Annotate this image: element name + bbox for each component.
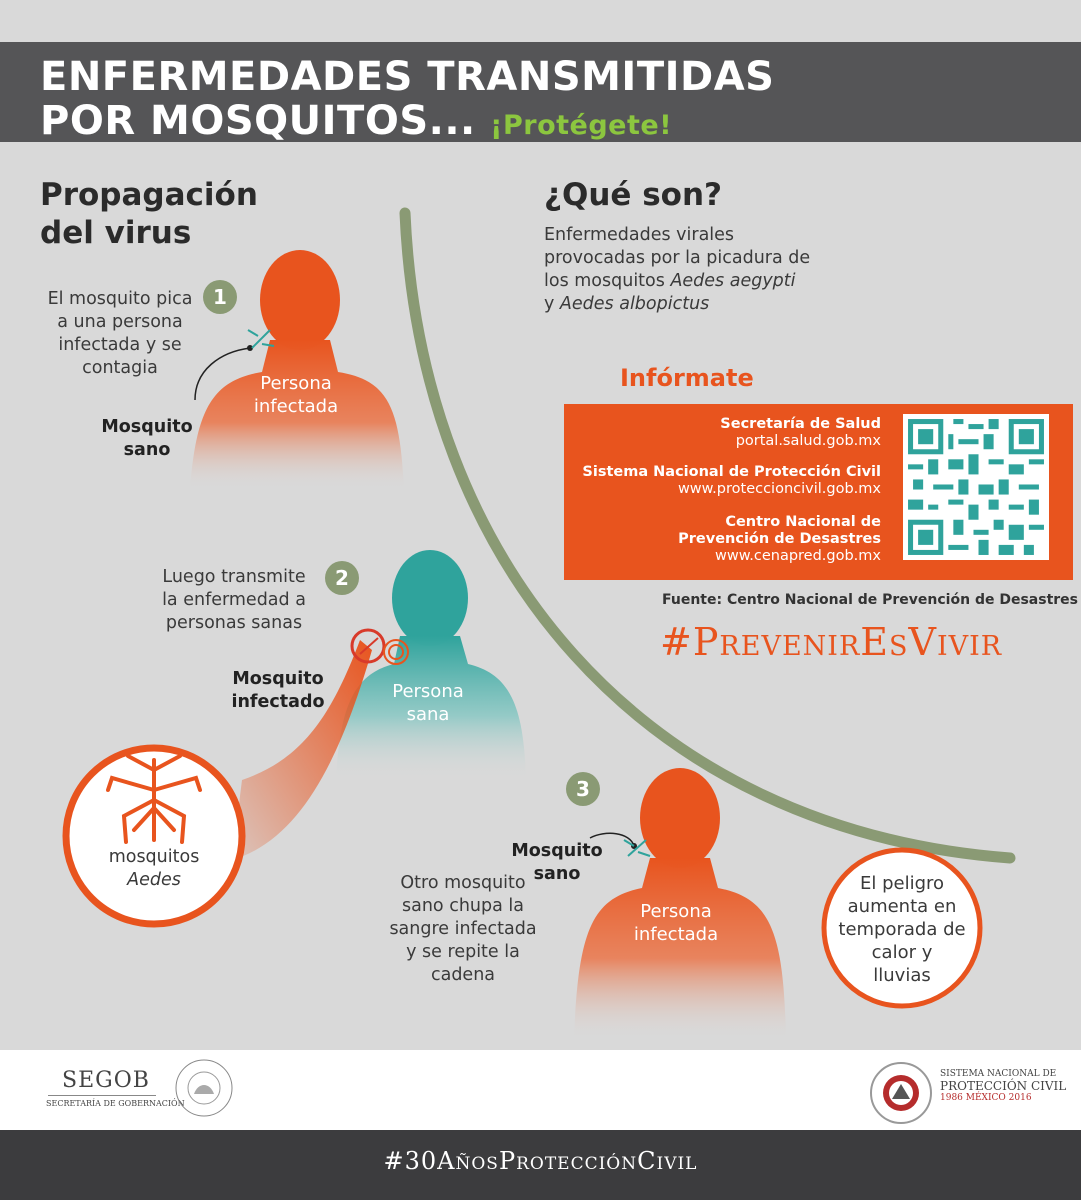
step-1-text-line: infectada y se xyxy=(58,335,182,355)
step-3-text-line: Otro mosquito xyxy=(400,873,526,893)
mosquito-label-1-line: sano xyxy=(123,440,171,460)
sinaproc-line1: SISTEMA NACIONAL DE xyxy=(940,1069,1057,1079)
danger-badge-line: temporada de xyxy=(838,919,966,940)
danger-badge-text xyxy=(834,872,970,987)
step-3-badge: 3 xyxy=(566,772,600,806)
species-name: Aedes aegypti xyxy=(670,271,796,291)
step-1-text xyxy=(40,288,200,380)
sinaproc-line2: PROTECCIÓN CIVIL xyxy=(940,1079,1067,1093)
mosquito-label-2-line: infectado xyxy=(231,692,325,712)
danger-badge-line: aumenta en xyxy=(847,896,957,917)
person-label-1 xyxy=(236,372,356,418)
step-3-text-line: y se repite la xyxy=(406,942,520,962)
institution-name: Sistema Nacional de Protección Civil xyxy=(582,464,881,480)
step-2-badge: 2 xyxy=(325,561,359,595)
institution-name: Prevención de Desastres xyxy=(678,531,881,547)
institution-cenapred xyxy=(678,514,881,565)
footer-hashtag[interactable]: #30AñosProtecciónCivil xyxy=(383,1147,698,1175)
segob-divider xyxy=(48,1095,156,1096)
person-label-2-line: Persona xyxy=(392,681,464,702)
person-label-3-line: infectada xyxy=(633,924,719,945)
institution-salud xyxy=(720,416,881,450)
mosquito-label-1 xyxy=(92,416,202,462)
aedes-badge-line1: mosquitos xyxy=(108,847,200,867)
mosquito-label-3-line: sano xyxy=(533,864,581,884)
sinaproc-years: 1986 MÉXICO 2016 xyxy=(940,1093,1032,1103)
hashtag-prevenir[interactable]: #PrevenirEsVivir xyxy=(660,620,1003,664)
propagation-heading-line1: Propagación xyxy=(40,177,258,213)
person-label-3 xyxy=(616,900,736,946)
segob-logo: SEGOB xyxy=(62,1068,150,1093)
propagation-heading xyxy=(40,176,258,252)
what-line: provocadas por la picadura de xyxy=(544,248,811,268)
danger-badge-line: calor y xyxy=(871,942,933,963)
step-3-text xyxy=(378,872,548,987)
person-label-3-line: Persona xyxy=(640,901,712,922)
species-name: Aedes albopictus xyxy=(559,294,710,314)
coat-of-arms-icon xyxy=(172,1056,236,1120)
mosquito-label-3-line: Mosquito xyxy=(511,841,603,861)
danger-badge-line: lluvias xyxy=(873,965,931,986)
institution-url[interactable]: www.proteccioncivil.gob.mx xyxy=(677,481,881,497)
step-3-text-line: sangre infectada xyxy=(389,919,537,939)
informate-title: Infórmate xyxy=(620,364,754,392)
aedes-badge-text xyxy=(94,846,214,892)
step-1-text-line: a una persona xyxy=(57,312,183,332)
step-2-text-line: la enfermedad a xyxy=(162,590,306,610)
step-2-text-line: personas sanas xyxy=(165,613,303,633)
what-line xyxy=(544,293,844,316)
sinaproc-seal-icon xyxy=(866,1058,936,1128)
mosquito-label-2 xyxy=(222,668,334,714)
step-3-text-line: cadena xyxy=(430,965,496,985)
what-line: Enfermedades virales xyxy=(544,225,735,245)
what-line xyxy=(544,270,844,293)
title-text: POR MOSQUITOS... xyxy=(40,98,476,144)
what-description xyxy=(544,224,844,316)
sinaproc-logo-text xyxy=(940,1068,1066,1104)
what-heading: ¿Qué son? xyxy=(544,177,723,213)
source-text: Fuente: Centro Nacional de Prevención de Desastres xyxy=(662,592,1078,608)
mosquito-label-1-line: Mosquito xyxy=(101,417,193,437)
step-1-text-line: contagia xyxy=(82,358,158,378)
segob-subtitle: SECRETARÍA DE GOBERNACIÓN xyxy=(46,1099,185,1108)
step-1-badge: 1 xyxy=(203,280,237,314)
institution-sinaproc xyxy=(582,464,881,498)
institution-name: Centro Nacional de xyxy=(725,514,881,530)
page-title-line1: ENFERMEDADES TRANSMITIDAS xyxy=(40,54,775,100)
person-label-2-line: sana xyxy=(406,704,450,725)
qr-code-icon[interactable] xyxy=(903,414,1049,560)
danger-badge-line: El peligro xyxy=(859,873,945,894)
propagation-heading-line2: del virus xyxy=(40,215,192,251)
what-text: los mosquitos xyxy=(544,271,671,291)
institution-name: Secretaría de Salud xyxy=(720,416,881,432)
person-label-2 xyxy=(368,680,488,726)
institution-url[interactable]: portal.salud.gob.mx xyxy=(735,433,881,449)
mosquito-label-2-line: Mosquito xyxy=(232,669,324,689)
step-3-text-line: sano chupa la xyxy=(402,896,524,916)
aedes-badge-line2: Aedes xyxy=(127,870,181,890)
step-1-text-line: El mosquito pica xyxy=(47,289,193,309)
person-label-1-line: Persona xyxy=(260,373,332,394)
qr-code-graphic xyxy=(903,414,1049,560)
step-2-text-line: Luego transmite xyxy=(162,567,306,587)
step-2-text xyxy=(146,566,322,635)
institution-url[interactable]: www.cenapred.gob.mx xyxy=(715,548,881,564)
what-text: y xyxy=(544,294,560,314)
title-accent: ¡Protégete! xyxy=(490,110,673,141)
person-label-1-line: infectada xyxy=(253,396,339,417)
